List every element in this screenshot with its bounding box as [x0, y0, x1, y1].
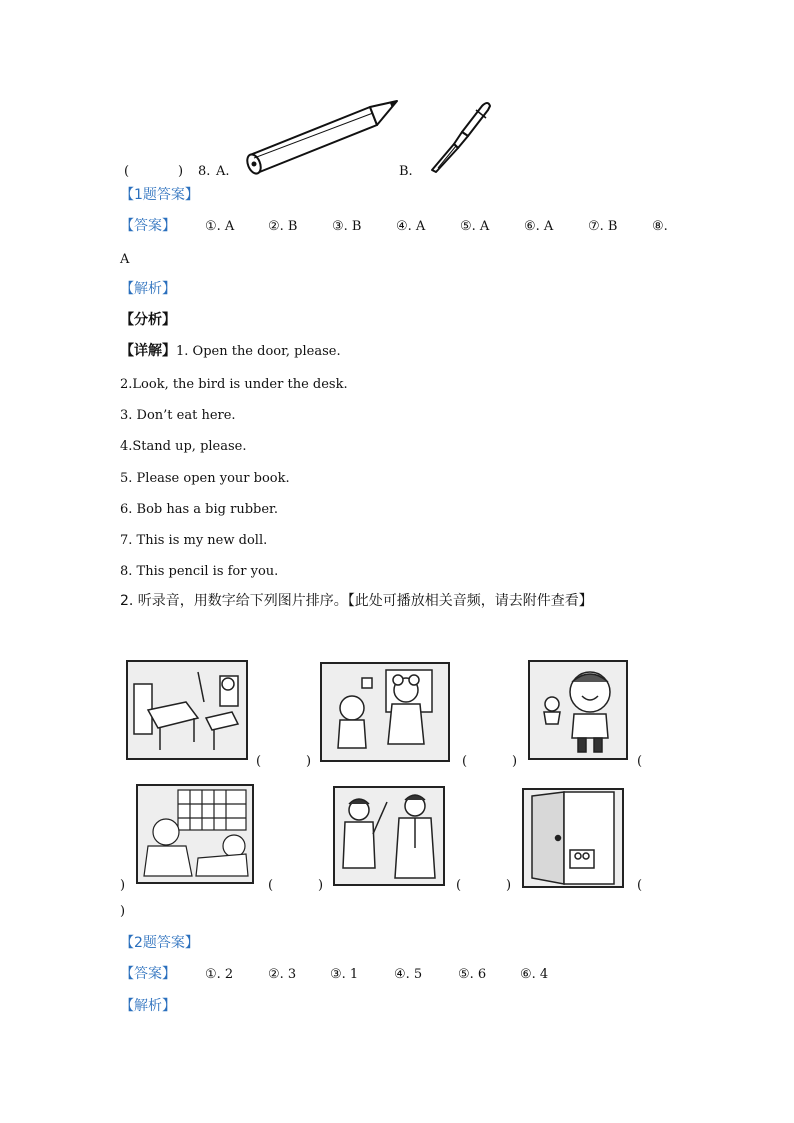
answer-paren-close: )	[120, 904, 126, 919]
answer-paren-close: )	[506, 878, 512, 893]
q8-blank-open: (	[124, 164, 130, 179]
answer-paren-open: (	[462, 754, 468, 769]
picture-bookshelf-reading	[136, 784, 254, 884]
section1-answer-label: 【答案】	[120, 218, 176, 234]
answer-paren-open: (	[637, 878, 643, 893]
q8-option-b: B.	[399, 164, 413, 179]
q8-blank-close: )	[178, 164, 184, 179]
answer-item: ⑤. 6	[458, 967, 487, 982]
answer-paren-close: )	[512, 754, 518, 769]
q8-option-a: A.	[216, 164, 230, 179]
picture-teddy-bear	[320, 662, 450, 762]
detail-line: 5. Please open your book.	[120, 471, 290, 486]
answer-item: ②. B	[268, 219, 298, 234]
answer-item: ③. B	[332, 219, 362, 234]
answer-item: ④. A	[396, 219, 426, 234]
answer-paren-open: (	[256, 754, 262, 769]
picture-two-people-talking	[333, 786, 445, 886]
detail-label: 【详解】	[120, 343, 176, 359]
section2-header: 【2题答案】	[120, 935, 199, 951]
picture-boy-with-toy	[528, 660, 628, 760]
fenxi-label: 【分析】	[120, 312, 176, 328]
answer-item: ①. A	[205, 219, 235, 234]
section1-header: 【1题答案】	[120, 187, 199, 203]
answer-paren-open: (	[268, 878, 274, 893]
picture-door	[522, 788, 624, 888]
answer-paren-open: (	[456, 878, 462, 893]
answer-paren-close: )	[120, 878, 126, 893]
answer-item: ④. 5	[394, 967, 423, 982]
answer-item: ⑥. A	[524, 219, 554, 234]
answer-item: ⑧.	[652, 219, 668, 234]
section2-analysis-label: 【解析】	[120, 998, 176, 1014]
answer-wrap: A	[120, 252, 130, 267]
answer-item: ⑥. 4	[520, 967, 549, 982]
pencil-icon	[240, 95, 405, 175]
q8-number: 8.	[198, 164, 211, 179]
question2-prompt: 2. 听录音，用数字给下列图片排序。【此处可播放相关音频，请去附件查看】	[120, 593, 593, 609]
detail-line: 2.Look, the bird is under the desk.	[120, 377, 348, 392]
detail-line: 8. This pencil is for you.	[120, 564, 279, 579]
answer-item: ③. 1	[330, 967, 359, 982]
detail-line: 4.Stand up, please.	[120, 439, 247, 454]
section2-answer-label: 【答案】	[120, 966, 176, 982]
answer-paren-close: )	[318, 878, 324, 893]
answer-item: ①. 2	[205, 967, 234, 982]
picture-classroom-desks	[126, 660, 248, 760]
section1-analysis-label: 【解析】	[120, 281, 176, 297]
answer-item: ②. 3	[268, 967, 297, 982]
detail-line: 1. Open the door, please.	[176, 344, 341, 359]
answer-item: ⑦. B	[588, 219, 618, 234]
answer-paren-close: )	[306, 754, 312, 769]
fountain-pen-icon	[428, 98, 494, 176]
detail-line: 6. Bob has a big rubber.	[120, 502, 278, 517]
detail-line: 7. This is my new doll.	[120, 533, 268, 548]
answer-item: ⑤. A	[460, 219, 490, 234]
answer-paren-open: (	[637, 754, 643, 769]
detail-line: 3. Don’t eat here.	[120, 408, 236, 423]
